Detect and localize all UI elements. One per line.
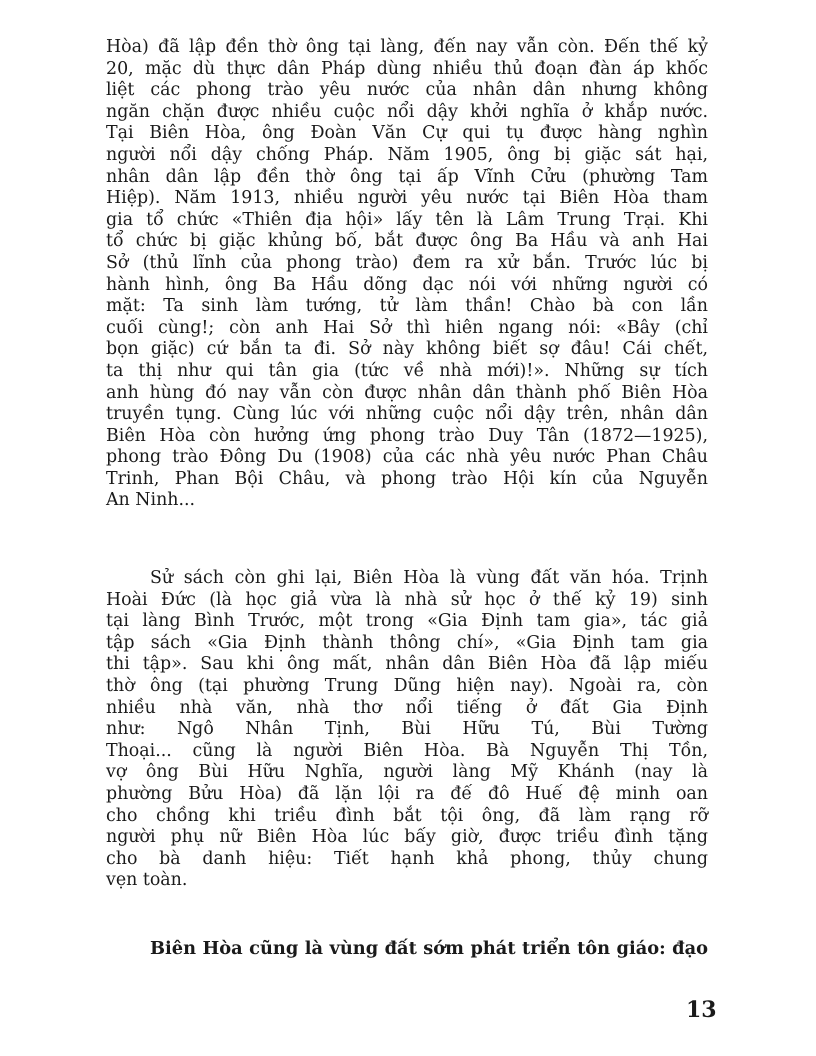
text-line: cho bà danh hiệu: Tiết hạnh khả phong, thủy chung	[106, 848, 708, 869]
text-line: Sở (thủ lĩnh của phong trào) đem ra xử bắn. Trước lúc bị	[106, 252, 708, 273]
text-line: Biên Hòa còn hưởng ứng phong trào Duy Tân (1872—1925),	[106, 425, 708, 446]
text-line: An Ninh...	[106, 490, 196, 511]
text-line: nhân dân lập đền thờ ông tại ấp Vĩnh Cửu (phường Tam	[106, 166, 708, 187]
text-line: anh hùng đó nay vẫn còn được nhân dân thành phố Biên Hòa	[106, 382, 708, 403]
text-line: người phụ nữ Biên Hòa lúc bấy giờ, được triều đình tặng	[106, 827, 708, 848]
text-line: cho chồng khi triều đình bắt tội ông, đã làm rạng rỡ	[106, 805, 708, 826]
text-line: Tại Biên Hòa, ông Đoàn Văn Cự qui tụ được hàng nghìn	[106, 123, 708, 144]
text-line: tại làng Bình Trước, một trong «Gia Định tam gia», tác giả	[106, 611, 708, 632]
text-line: phường Bửu Hòa) đã lặn lội ra đế đô Huế đệ minh oan	[106, 783, 708, 804]
text-line: tổ chức bị giặc khủng bố, bắt được ông Ba Hầu và anh Hai	[106, 231, 708, 252]
paragraph-religion-lead: Biên Hòa cũng là vùng đất sớm phát triển tôn giáo: đạo	[150, 938, 708, 959]
text-line: cuối cùng!; còn anh Hai Sở thì hiên ngang nói: «Bây (chỉ	[106, 317, 708, 338]
text-line: nhiều nhà văn, nhà thơ nổi tiếng ở đất Gia Định	[106, 697, 708, 718]
text-line: bọn giặc) cứ bắn ta đi. Sở này không biết sợ đâu! Cái chết,	[106, 339, 708, 360]
text-line: mặt: Ta sinh làm tướng, tử làm thần! Chào bà con lần	[106, 296, 708, 317]
text-line: truyền tụng. Cùng lúc với những cuộc nổi dậy trên, nhân dân	[106, 404, 708, 425]
text-line: 20, mặc dù thực dân Pháp dùng nhiều thủ đoạn đàn áp khốc	[106, 58, 708, 79]
text-line: Hoài Đức (là học giả vừa là nhà sử học ở thế kỷ 19) sinh	[106, 589, 708, 610]
text-line: Trinh, Phan Bội Châu, và phong trào Hội kín của Nguyễn	[106, 468, 708, 489]
text-line: vợ ông Bùi Hữu Nghĩa, người làng Mỹ Khánh (nay là	[106, 762, 708, 783]
text-line: như: Ngô Nhân Tịnh, Bùi Hữu Tú, Bùi Tường	[106, 719, 708, 740]
text-line: tập sách «Gia Định thành thông chí», «Gia Định tam gia	[106, 632, 708, 653]
page-number: 13	[686, 997, 717, 1023]
text-line: người nổi dậy chống Pháp. Năm 1905, ông bị giặc sát hại,	[106, 144, 708, 165]
text-line: Thoại... cũng là người Biên Hòa. Bà Nguyễn Thị Tồn,	[106, 740, 708, 761]
text-line: gia tổ chức «Thiên địa hội» lấy tên là Lâm Trung Trại. Khi	[106, 209, 708, 230]
text-line: hành hình, ông Ba Hầu dõng dạc nói với những người có	[106, 274, 708, 295]
paragraph-history	[106, 37, 708, 512]
text-line: Sử sách còn ghi lại, Biên Hòa là vùng đất văn hóa. Trịnh	[150, 568, 708, 588]
paragraph-culture	[106, 568, 708, 892]
text-line: Hòa) đã lập đền thờ ông tại làng, đến nay vẫn còn. Đến thế kỷ	[106, 37, 708, 57]
text-line: thi tập». Sau khi ông mất, nhân dân Biên Hòa đã lập miếu	[106, 654, 708, 675]
text-line: vẹn toàn.	[106, 870, 188, 891]
text-line: Hiệp). Năm 1913, nhiều người yêu nước tại Biên Hòa tham	[106, 188, 708, 209]
text-line: phong trào Đông Du (1908) của các nhà yêu nước Phan Châu	[106, 447, 708, 468]
text-line: ngăn chặn được nhiều cuộc nổi dậy khởi nghĩa ở khắp nước.	[106, 101, 708, 122]
text-line: liệt các phong trào yêu nước của nhân dân nhưng không	[106, 80, 708, 101]
text-line: thờ ông (tại phường Trung Dũng hiện nay). Ngoài ra, còn	[106, 675, 708, 696]
text-line: ta thị như qui tân gia (tức về nhà mới)!». Những sự tích	[106, 360, 708, 381]
